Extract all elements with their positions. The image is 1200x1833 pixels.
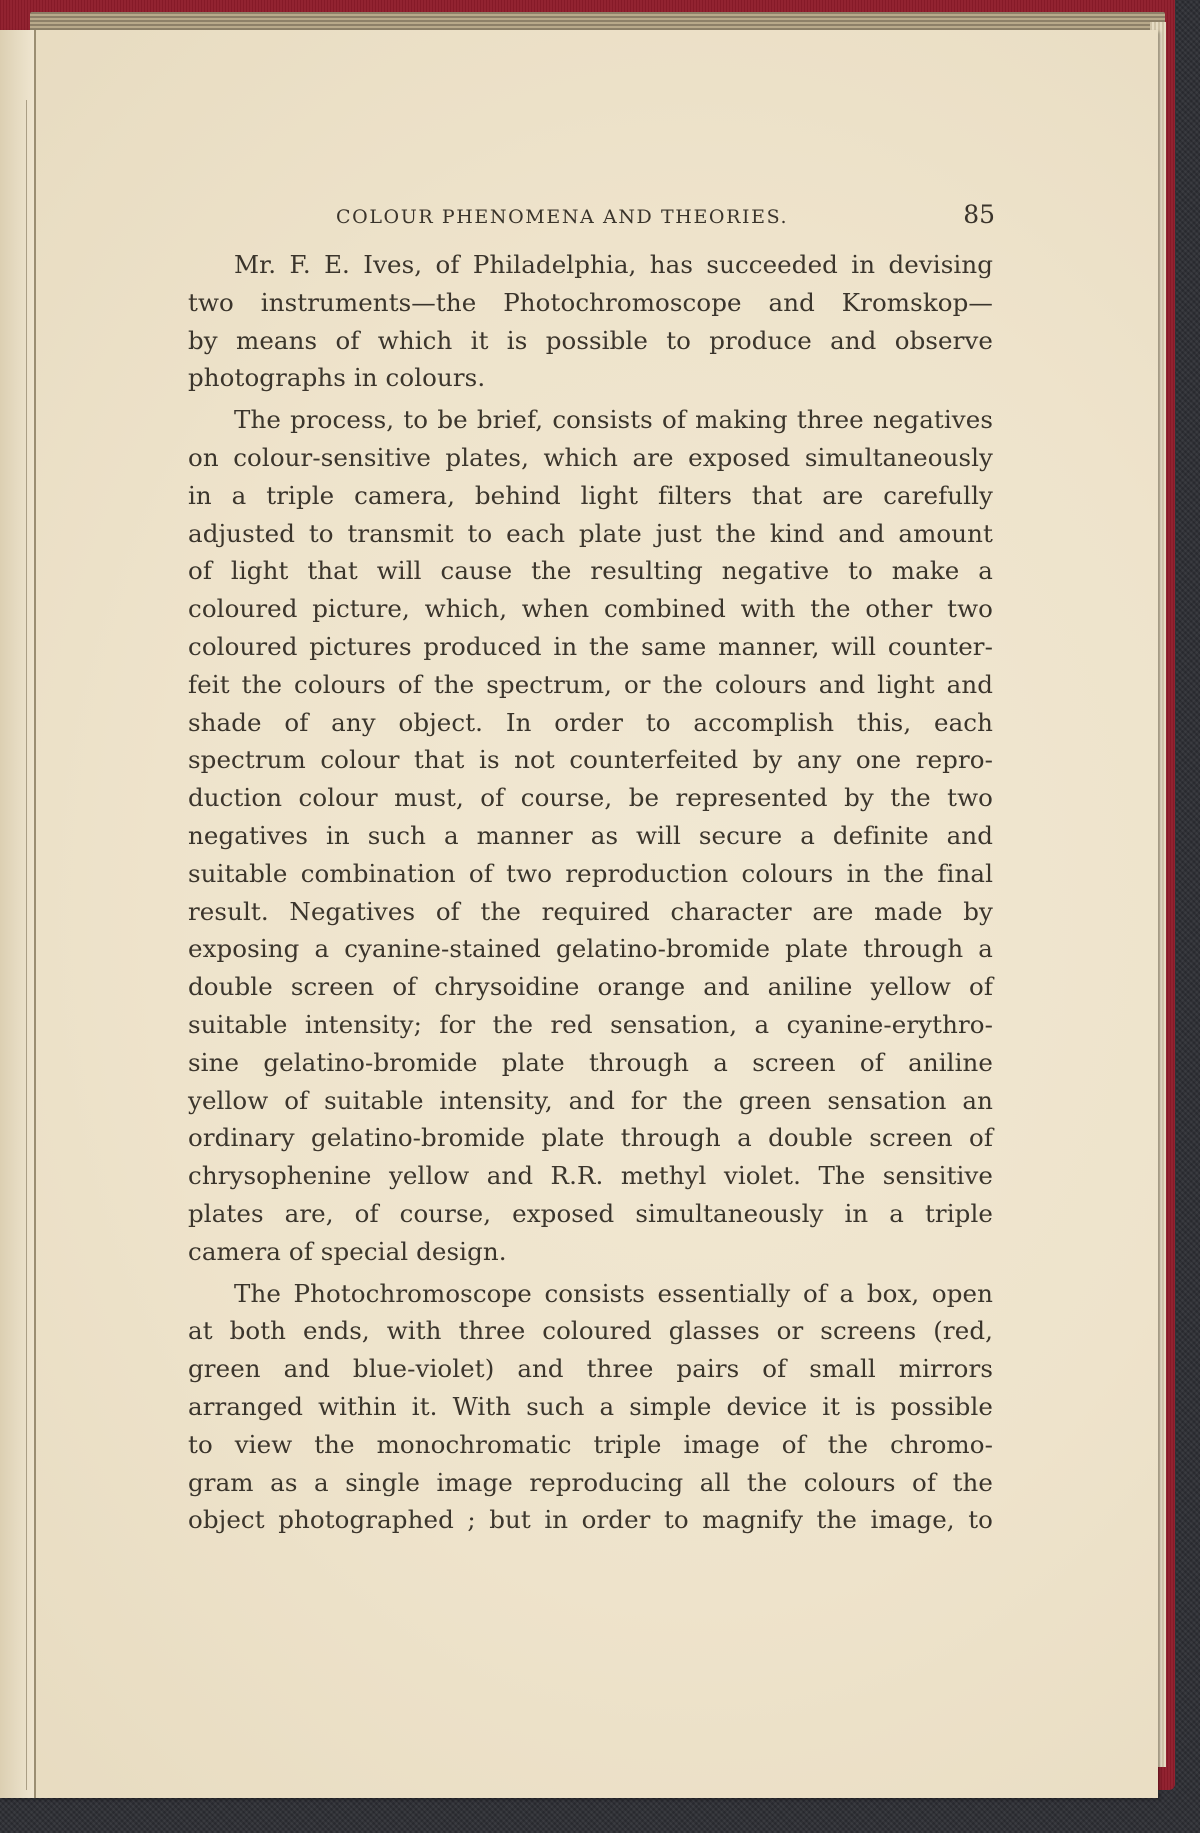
text-line: exposing a cyanine-stained gelatino-bromide plate through a (188, 934, 993, 964)
text-line: suitable intensity; for the red sensation, a cyanine-erythro- (188, 1009, 993, 1039)
text-line: to view the monochromatic triple image of the chromo- (188, 1429, 993, 1459)
paragraph-1 (188, 246, 993, 397)
text-line: sine gelatino-bromide plate through a screen of aniline (188, 1047, 993, 1077)
paragraph-3 (188, 1275, 993, 1540)
text-line: adjusted to transmit to each plate just the kind and amount (188, 518, 993, 548)
text-line: chrysophenine yellow and R.R. methyl violet. The sensitive (188, 1161, 993, 1191)
text-line: two instruments—the Photochromoscope and Kromskop— (188, 287, 993, 317)
running-title: COLOUR PHENOMENA AND THEORIES. (336, 206, 789, 228)
text-line: The Photochromoscope consists essentially of a box, open (234, 1278, 993, 1308)
text-line: by means of which it is possible to produce and observe (188, 325, 993, 355)
text-line: object photographed ; but in order to magnify the image, to (188, 1505, 993, 1535)
paragraph-2 (188, 401, 993, 1270)
binding-gutter (0, 30, 36, 1798)
text-line: negatives in such a manner as will secure a definite and (188, 820, 993, 850)
text-line: in a triple camera, behind light filters that are carefully (188, 480, 993, 510)
text-line: gram as a single image reproducing all the colours of the (188, 1467, 993, 1497)
text-line: arranged within it. With such a simple device it is possible (188, 1391, 993, 1421)
gutter-fold-line (26, 100, 27, 1790)
text-line: green and blue-violet) and three pairs of small mirrors (188, 1354, 993, 1384)
page-number: 85 (963, 200, 995, 229)
running-header (200, 200, 995, 229)
text-line: shade of any object. In order to accomplish this, each (188, 707, 993, 737)
text-line: double screen of chrysoidine orange and aniline yellow of (188, 972, 993, 1002)
text-line: coloured pictures produced in the same manner, will counter- (188, 631, 993, 661)
text-line: at both ends, with three coloured glasses or screens (red, (188, 1316, 993, 1346)
text-line: The process, to be brief, consists of making three negatives (234, 405, 993, 435)
text-line: feit the colours of the spectrum, or the colours and light and (188, 669, 993, 699)
text-line: coloured picture, which, when combined with the other two (188, 594, 993, 624)
text-line: ordinary gelatino-bromide plate through a double screen of (188, 1123, 993, 1153)
text-line: on colour-sensitive plates, which are exposed simultaneously (188, 442, 993, 472)
text-line: result. Negatives of the required character are made by (188, 896, 993, 926)
text-line: Mr. F. E. Ives, of Philadelphia, has succeeded in devising (234, 250, 993, 279)
text-line: of light that will cause the resulting negative to make a (188, 556, 993, 586)
text-line: camera of special design. (188, 1236, 507, 1266)
text-line: yellow of suitable intensity, and for the green sensation an (188, 1085, 993, 1115)
text-line: duction colour must, of course, be represented by the two (188, 783, 993, 813)
body-text (188, 246, 993, 1543)
text-line: photographs in colours. (188, 363, 486, 393)
text-line: plates are, of course, exposed simultaneously in a triple (188, 1198, 993, 1228)
text-line: suitable combination of two reproduction colours in the final (188, 858, 993, 888)
text-line: spectrum colour that is not counterfeited by any one repro- (188, 745, 993, 775)
